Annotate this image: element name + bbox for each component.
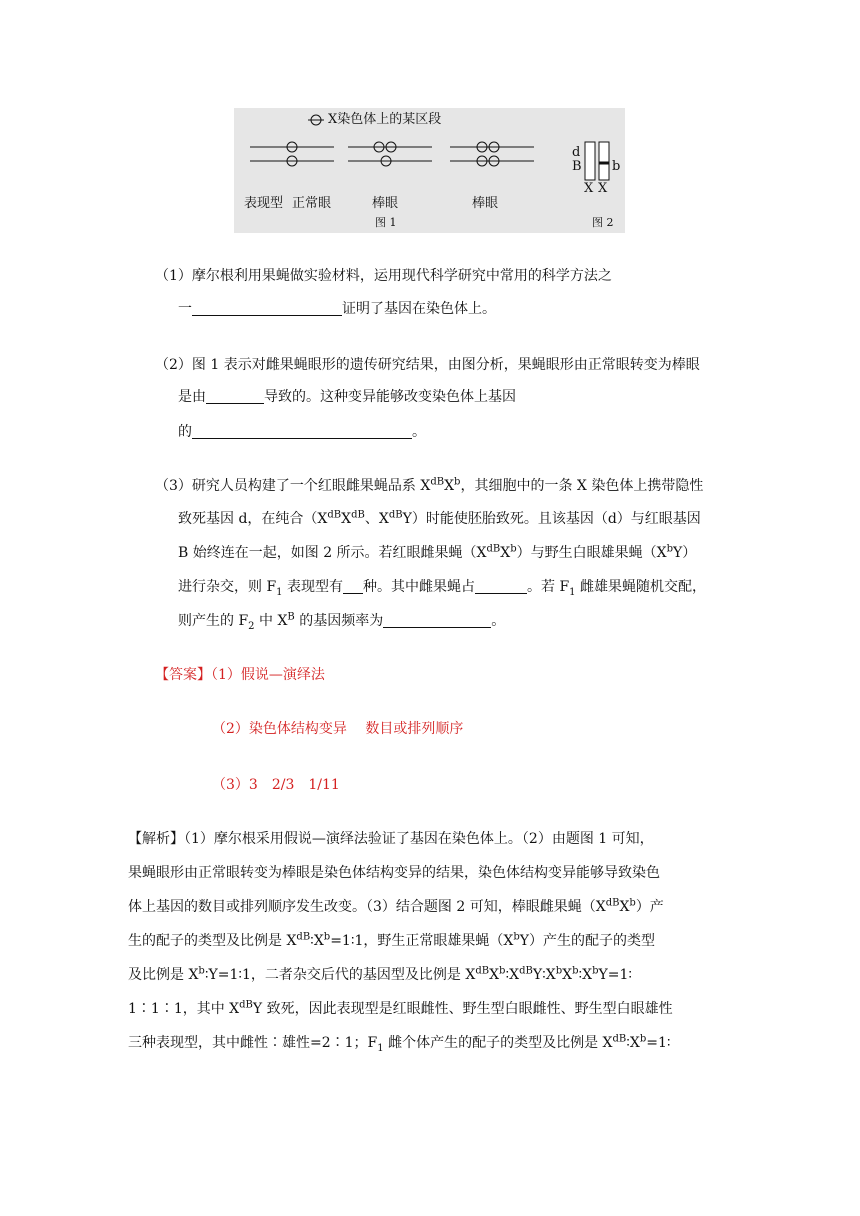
answer-line-3: （3）3 2/3 1/11 xyxy=(212,777,340,793)
q3-line-2: 致死基因 d，在纯合（$X^{dB}X^{dB}$、$X^{dB}Y$）时能使胚胎致死。且该基因（d）与红眼基因 xyxy=(178,509,701,527)
x-label-2: X xyxy=(598,181,608,196)
q2-line-2: 是由 导致的。这种变异能够改变染色体上基因 xyxy=(178,389,516,405)
q3-line-4: 进行杂交，则 $F_1$ 表现型有 种。其中雌果蝇占 。若 $F_1$ 雌雄果蝇随机交配， xyxy=(178,579,706,598)
q1-line-1: （1）摩尔根利用果蝇做实验材料，运用现代科学研究中常用的科学方法之 xyxy=(155,268,612,284)
q2-line-1: （2）图 1 表示对雌果蝇眼形的遗传研究结果，由图分析，果蝇眼形由正常眼转变为棒眼 xyxy=(155,357,700,373)
q3-blank-3 xyxy=(383,611,491,628)
q3-line-1: （3）研究人员构建了一个红眼雌果蝇品系 $X^{dB}X^b$，其细胞中的一条 X 染色体上携带隐性 xyxy=(155,476,704,494)
fig2-x-chromosomes xyxy=(585,142,609,180)
q3-line-3: B 始终连在一起，如图 2 所示。若红眼雌果蝇$(X^{dB}X^b)$与野生白眼雄果蝇$(X^bY)$ xyxy=(178,543,697,561)
normal-eye-label: 正常眼 xyxy=(292,196,332,211)
analysis-line-5: 及比例是 $X^b∶Y=1∶1$，二者杂交后代的基因型及比例是 $X^{dB}X^b∶X^{dB}Y∶X^bX^b∶X^bY=1∶$ xyxy=(128,965,633,983)
gene-d-label: d xyxy=(572,145,581,160)
analysis-line-1: 【解析】（1）摩尔根采用假说—演绎法验证了基因在染色体上。（2）由题图 1 可知， xyxy=(128,831,654,847)
analysis-line-6: 1∶1∶1，其中 $X^{dB}Y$ 致死，因此表现型是红眼雌性、野生型白眼雌性、野生型白眼雄性 xyxy=(128,999,673,1017)
chromosome-bar-1 xyxy=(348,142,432,166)
q2-blank-2 xyxy=(192,422,412,439)
q2-blank-1 xyxy=(206,387,264,404)
gene-B-label: B xyxy=(572,159,582,174)
analysis-line-4: 生的配子的类型及比例是 $X^{dB}∶X^b=1∶1$，野生正常眼雄果蝇$(X^bY)$产生的配子的类型 xyxy=(128,931,656,949)
bar-eye-label-1: 棒眼 xyxy=(372,196,399,211)
chromosome-bar-2 xyxy=(450,142,534,166)
chromosome-normal xyxy=(250,142,334,166)
answer-line-1: 【答案】（1）假说—演绎法 xyxy=(155,667,325,683)
q3-blank-1 xyxy=(343,577,363,594)
legend-label: X染色体上的某区段 xyxy=(328,112,442,127)
caption-fig1: 图 1 xyxy=(375,216,397,229)
caption-fig2: 图 2 xyxy=(592,216,614,229)
analysis-line-3: 体上基因的数目或排列顺序发生改变。（3）结合题图 2 可知，棒眼雌果蝇$(X^{dB}X^b)$产 xyxy=(128,897,664,915)
legend-circle-icon xyxy=(308,115,324,125)
analysis-line-2: 果蝇眼形由正常眼转变为棒眼是染色体结构变异的结果，染色体结构变异能够导致染色 xyxy=(128,865,660,881)
chromosome-figure xyxy=(234,108,625,233)
answer-line-2: （2）染色体结构变异 数目或排列顺序 xyxy=(212,721,464,737)
q1-line-2: 一 证明了基因在染色体上。 xyxy=(178,301,496,317)
x-label-1: X xyxy=(584,181,594,196)
q3-blank-2 xyxy=(475,577,527,594)
bar-eye-label-2: 棒眼 xyxy=(472,196,499,211)
answer-label: 【答案】 xyxy=(155,667,211,683)
phenotype-label: 表现型 xyxy=(244,196,284,211)
q2-line-3: 的 。 xyxy=(178,424,426,440)
q1-blank xyxy=(192,299,342,316)
gene-b-label: b xyxy=(612,159,621,174)
q3-line-5: 则产生的 $F_2$ 中 $X^B$ 的基因频率为 。 xyxy=(178,611,506,632)
analysis-line-7: 三种表现型，其中雌性∶雄性=2∶1；$F_1$ 雌个体产生的配子的类型及比例是 $X^{dB}∶X^b=1∶$ xyxy=(128,1033,671,1054)
